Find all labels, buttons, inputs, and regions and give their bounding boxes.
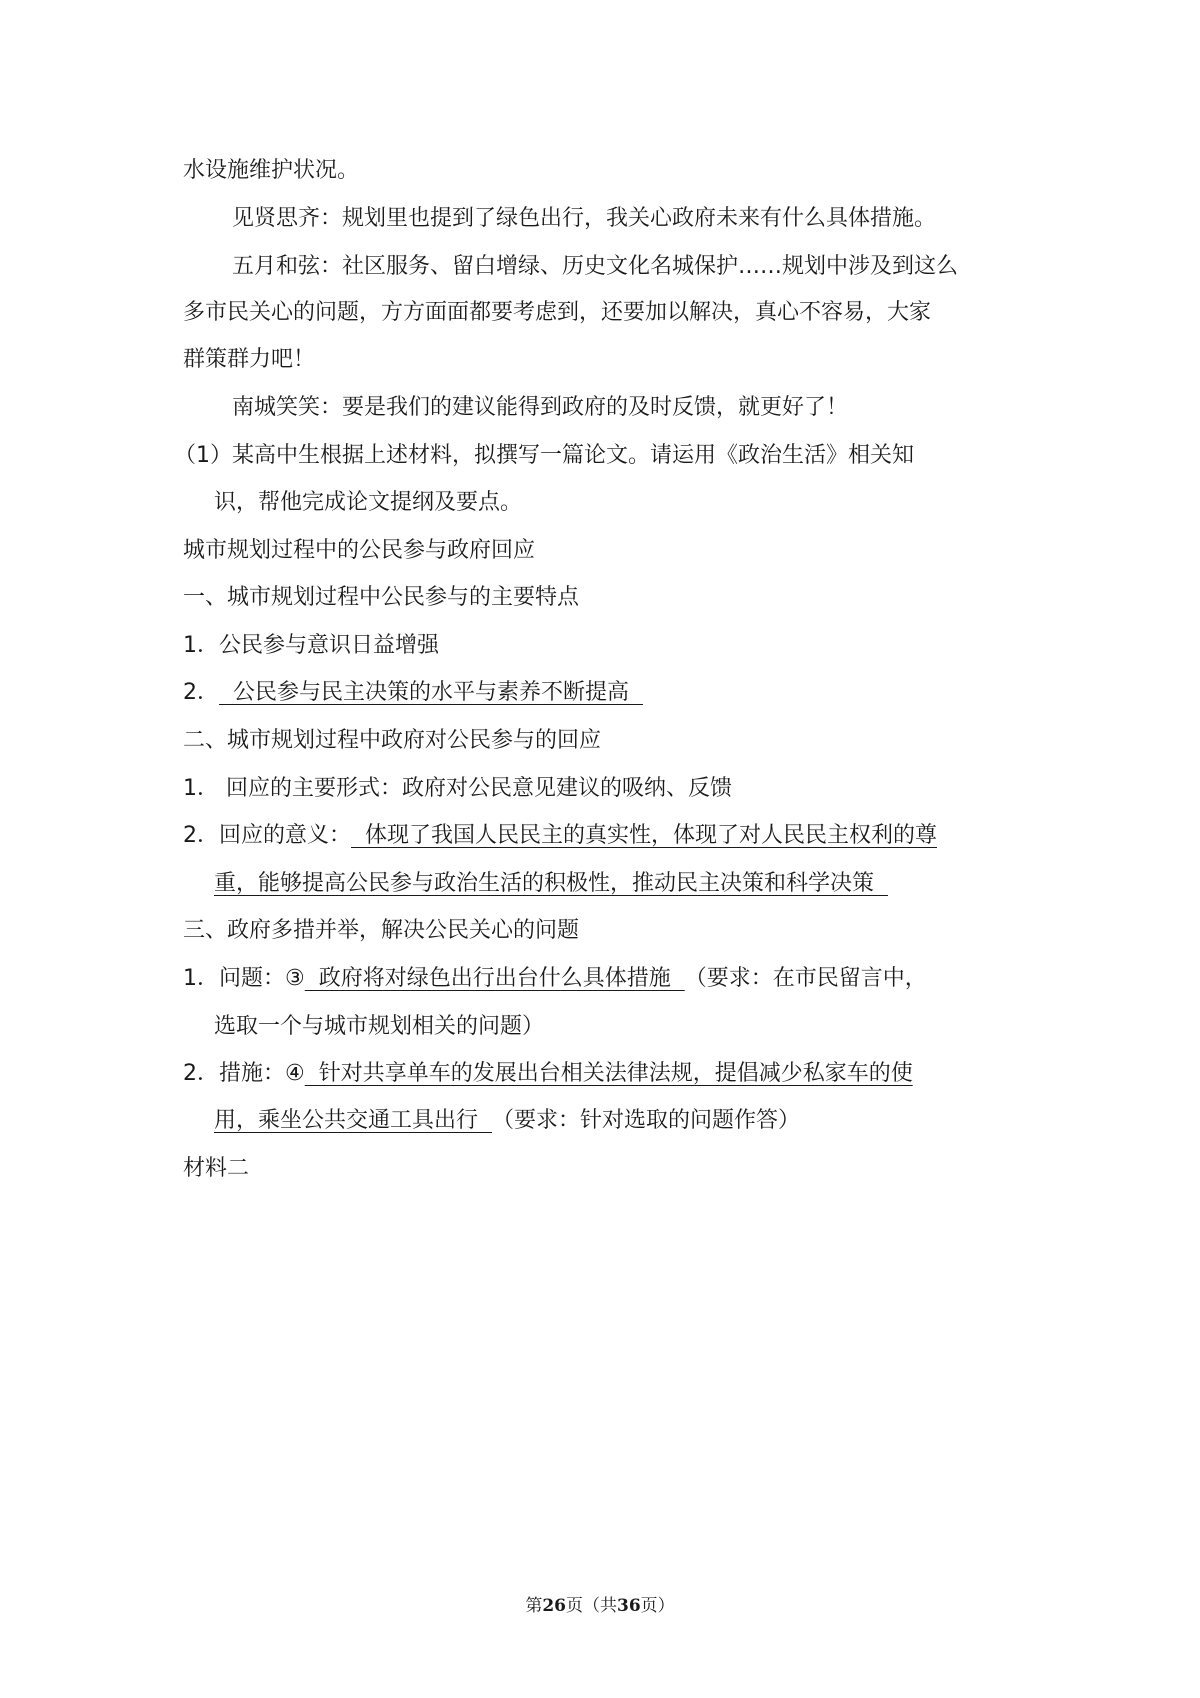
paragraph-comment-3: 南城笑笑：要是我们的建议能得到政府的及时反馈，就更好了！ [232, 395, 849, 420]
paragraph-comment-2-line2: 多市民关心的问题，方方面面都要考虑到，还要加以解决，真心不容易，大家 [183, 300, 932, 325]
section-3-item-2-cont [214, 1106, 800, 1136]
answer-blank: 针对共享单车的发展出台相关法律法规，提倡减少私家车的使 [304, 1061, 913, 1086]
section-3-heading: 三、政府多措并举，解决公民关心的问题 [183, 918, 580, 943]
answer-blank: 公民参与民主决策的水平与素养不断提高 [219, 680, 643, 705]
section-2-heading: 二、城市规划过程中政府对公民参与的回应 [183, 728, 602, 753]
answer-blank: 政府将对绿色出行出台什么具体措施 [304, 966, 685, 991]
answer-blank: 重，能够提高公民参与政治生活的积极性，推动民主决策和科学决策 [214, 871, 888, 896]
item-label: 2．回应的意义： [183, 823, 351, 848]
material-heading: 材料二 [183, 1156, 250, 1181]
section-3-item-1 [183, 964, 927, 994]
section-2-item-2 [183, 821, 937, 851]
outline-title: 城市规划过程中的公民参与政府回应 [183, 538, 536, 563]
item-label: 1．问题：③ [183, 966, 305, 991]
footer-mid: 页（共 [566, 1596, 617, 1616]
footer-pre: 第 [525, 1596, 543, 1616]
section-1-item-1: 1．公民参与意识日益增强 [183, 633, 439, 658]
section-3-item-1-cont: 选取一个与城市规划相关的问题） [214, 1014, 545, 1039]
paragraph-comment-2-line3: 群策群力吧！ [183, 347, 316, 372]
item-number: 2． [183, 680, 219, 705]
section-1-heading: 一、城市规划过程中公民参与的主要特点 [183, 585, 580, 610]
question-line1: （1）某高中生根据上述材料，拟撰写一篇论文。请运用《政治生活》相关知 [174, 443, 914, 468]
item-label: 2．措施：④ [183, 1061, 305, 1086]
section-1-item-2 [183, 678, 643, 708]
requirement-note: （要求：在市民留言中， [684, 966, 927, 991]
section-2-item-1: 1． 回应的主要形式：政府对公民意见建议的吸纳、反馈 [183, 776, 732, 801]
footer-total-pages: 36 [617, 1596, 641, 1616]
paragraph-comment-1: 见贤思齐：规划里也提到了绿色出行，我关心政府未来有什么具体措施。 [232, 206, 937, 231]
section-3-item-2 [183, 1059, 913, 1089]
footer-post: 页） [640, 1596, 675, 1616]
question-line2: 识，帮他完成论文提纲及要点。 [214, 490, 523, 515]
answer-blank: 体现了我国人民民主的真实性，体现了对人民民主权利的尊 [351, 823, 937, 848]
paragraph-continued: 水设施维护状况。 [183, 158, 360, 183]
footer-page-number: 26 [542, 1596, 566, 1616]
page-footer [0, 1595, 1200, 1617]
paragraph-comment-2-line1: 五月和弦：社区服务、留白增绿、历史文化名城保护……规划中涉及到这么 [232, 254, 959, 279]
requirement-note: （要求：针对选取的问题作答） [492, 1108, 801, 1133]
section-2-item-2-cont [214, 869, 888, 899]
answer-blank: 用，乘坐公共交通工具出行 [214, 1108, 492, 1133]
